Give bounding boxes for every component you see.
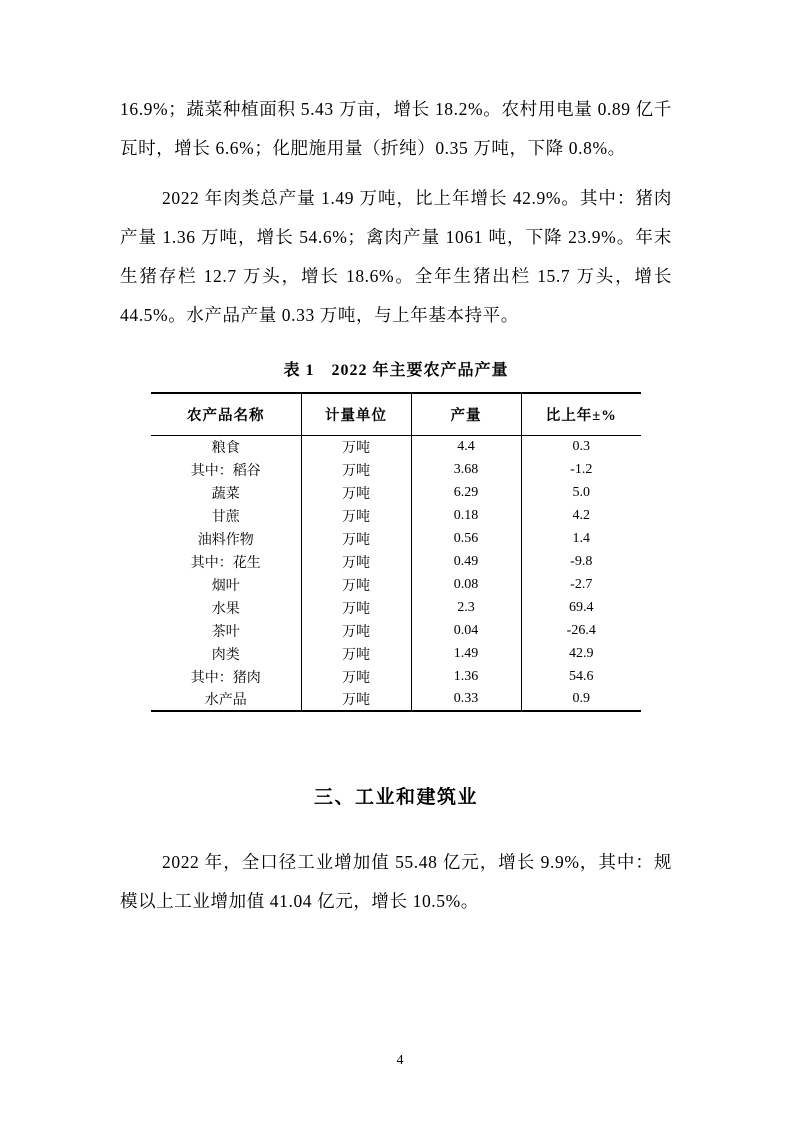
table-cell: 2.3 (411, 596, 521, 619)
table-cell: 万吨 (301, 573, 411, 596)
table-body (151, 435, 641, 711)
table-cell: 粮食 (211, 440, 240, 456)
table-cell: 其中：花生 (190, 555, 261, 571)
table-cell: 4.4 (411, 435, 521, 458)
table-row (151, 504, 641, 527)
table-cell: 其中：猪肉 (190, 670, 261, 686)
table-title: 表 1 2022 年主要农产品产量 (283, 362, 509, 379)
table-cell: 油料作物 (197, 532, 254, 548)
table-cell: 6.29 (411, 481, 521, 504)
table-cell: 万吨 (301, 688, 411, 711)
table-cell: -2.7 (521, 573, 641, 596)
table-row (151, 619, 641, 642)
table-header-row (151, 393, 641, 435)
page-number: 4 (396, 1053, 404, 1068)
table-header-cell: 比上年±% (521, 393, 641, 435)
table-cell: 水产品 (204, 693, 247, 708)
table-cell: 万吨 (301, 458, 411, 481)
table-cell: -1.2 (521, 458, 641, 481)
table-cell: 甘蔗 (211, 509, 240, 525)
table-cell: 万吨 (301, 642, 411, 665)
table-cell: 0.9 (521, 688, 641, 711)
table-cell: 54.6 (521, 665, 641, 688)
table-row (151, 642, 641, 665)
table-row (151, 458, 641, 481)
table-cell: 万吨 (301, 504, 411, 527)
table-row (151, 596, 641, 619)
table-row (151, 527, 641, 550)
agricultural-products-table (151, 392, 641, 712)
table-cell: 1.36 (411, 665, 521, 688)
table-cell: 水果 (211, 601, 240, 617)
table-cell: 0.3 (521, 435, 641, 458)
table-cell: 蔬菜 (211, 486, 240, 502)
table-cell: 万吨 (301, 619, 411, 642)
table-cell: 42.9 (521, 642, 641, 665)
table-header-cell: 产量 (411, 393, 521, 435)
table-row (151, 481, 641, 504)
table-cell: 3.68 (411, 458, 521, 481)
table-cell: 万吨 (301, 665, 411, 688)
table-header-cell: 农产品名称 (151, 393, 301, 435)
table-cell: 万吨 (301, 550, 411, 573)
paragraph-meat-output: 2022 年肉类总产量 1.49 万吨，比上年增长 42.9%。其中：猪肉产量 1.36 万吨，增长 54.6%；禽肉产量 1061 吨，下降 23.9%。年末生猪存栏 12.7 万头，增长 18.6%。全年生猪出栏 15.7 万头，增长 44.5%。水产品产量 0.33 万吨，与上年基本持平。 (120, 188, 672, 325)
table-row (151, 688, 641, 711)
table-cell: 4.2 (521, 504, 641, 527)
table-header (151, 393, 641, 435)
table-cell: 烟叶 (211, 578, 240, 594)
table-cell: 其中：稻谷 (190, 463, 261, 479)
table-cell: -26.4 (521, 619, 641, 642)
table-cell: 0.08 (411, 573, 521, 596)
table-cell: 0.18 (411, 504, 521, 527)
table-cell: 69.4 (521, 596, 641, 619)
table-cell: 1.49 (411, 642, 521, 665)
table-cell: 0.33 (411, 688, 521, 711)
paragraph-industry: 2022 年，全口径工业增加值 55.48 亿元，增长 9.9%，其中：规模以上工业增加值 41.04 亿元，增长 10.5%。 (120, 852, 672, 911)
table-cell: 万吨 (301, 527, 411, 550)
paragraph-agriculture-continuation: 16.9%；蔬菜种植面积 5.43 万亩，增长 18.2%。农村用电量 0.89 亿千瓦时，增长 6.6%；化肥施用量（折纯）0.35 万吨，下降 0.8%。 (120, 99, 672, 158)
section-heading-industry: 三、工业和建筑业 (313, 787, 478, 808)
table-cell: 0.49 (411, 550, 521, 573)
table-cell: 万吨 (301, 596, 411, 619)
table-cell: 万吨 (301, 481, 411, 504)
table-header-cell: 计量单位 (301, 393, 411, 435)
table-row (151, 573, 641, 596)
table-row (151, 550, 641, 573)
table-cell: 万吨 (301, 435, 411, 458)
table-cell: 0.04 (411, 619, 521, 642)
table-cell: 5.0 (521, 481, 641, 504)
table-cell: 1.4 (521, 527, 641, 550)
table-cell: 茶叶 (211, 624, 240, 640)
table-cell: -9.8 (521, 550, 641, 573)
table-cell: 0.56 (411, 527, 521, 550)
table-cell: 肉类 (211, 647, 240, 663)
table-row (151, 435, 641, 458)
table-row (151, 665, 641, 688)
